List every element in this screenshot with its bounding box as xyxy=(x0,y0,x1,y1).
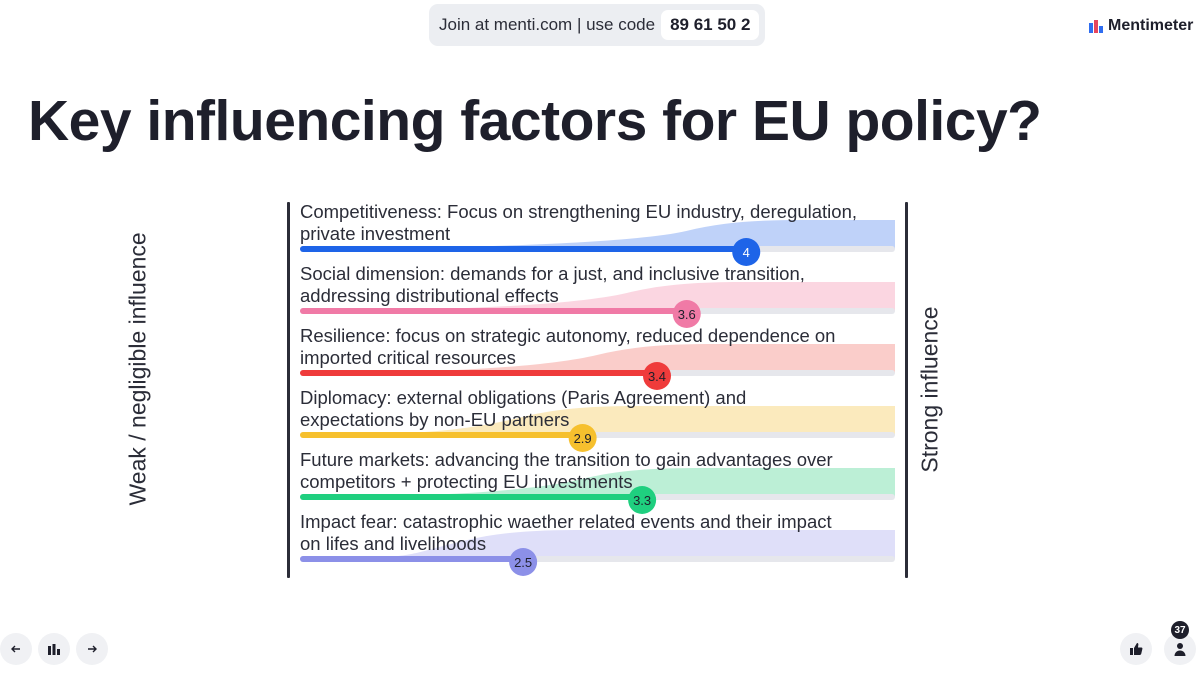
value-bar xyxy=(300,494,642,500)
mentimeter-menu-button[interactable] xyxy=(38,633,70,665)
value-bar xyxy=(300,556,523,562)
arrow-right-icon xyxy=(86,643,98,655)
statement-line-2: imported critical resources xyxy=(300,347,516,368)
axis-label-strong: Strong influence xyxy=(916,306,943,473)
value-label: 4 xyxy=(742,245,750,260)
slide-title: Key influencing factors for EU policy? xyxy=(28,89,1042,153)
next-slide-button[interactable] xyxy=(76,633,108,665)
value-label: 2.9 xyxy=(573,431,592,446)
join-text: Join at menti.com | use code xyxy=(439,15,656,34)
statement-line-2: competitors + protecting EU investments xyxy=(300,471,633,492)
statement-line-1: Diplomacy: external obligations (Paris Agreement) and xyxy=(300,387,747,408)
thumbs-up-icon xyxy=(1129,642,1143,656)
statement-line-2: expectations by non-EU partners xyxy=(300,409,570,430)
scale-row xyxy=(300,511,895,576)
brand-name: Mentimeter xyxy=(1108,17,1194,34)
mentimeter-logo-icon xyxy=(48,644,60,655)
scale-row xyxy=(300,325,895,390)
value-label: 3.3 xyxy=(633,493,652,508)
scale-row xyxy=(300,201,895,266)
scale-row xyxy=(300,449,895,514)
statement-line-1: Competitiveness: Focus on strengthening EU industry, deregulation, xyxy=(300,201,858,222)
statement-line-1: Social dimension: demands for a just, and inclusive transition, xyxy=(300,263,805,284)
value-label: 2.5 xyxy=(514,555,533,570)
value-label: 3.6 xyxy=(677,307,696,322)
value-bar xyxy=(300,308,687,314)
value-bar xyxy=(300,246,746,252)
scale-row xyxy=(300,263,895,328)
statement-line-1: Resilience: focus on strategic autonomy, reduced dependence on xyxy=(300,325,836,346)
statement-line-2: on lifes and livelihoods xyxy=(300,533,487,554)
voting-code: 89 61 50 2 xyxy=(661,10,759,40)
scale-row xyxy=(300,387,895,452)
statement-line-2: addressing distributional effects xyxy=(300,285,559,306)
axis-label-weak: Weak / negligible influence xyxy=(124,232,151,506)
person-icon xyxy=(1173,642,1187,656)
value-bar xyxy=(300,432,583,438)
statement-line-1: Impact fear: catastrophic waether related events and their impact xyxy=(300,511,832,532)
statement-line-1: Future markets: advancing the transition to gain advantages over xyxy=(300,449,833,470)
value-label: 3.4 xyxy=(647,369,667,384)
participant-count-badge: 37 xyxy=(1171,621,1189,639)
statement-line-2: private investment xyxy=(300,223,451,244)
arrow-left-icon xyxy=(10,643,22,655)
reactions-button[interactable] xyxy=(1120,633,1152,665)
value-bar xyxy=(300,370,657,376)
previous-slide-button[interactable] xyxy=(0,633,32,665)
